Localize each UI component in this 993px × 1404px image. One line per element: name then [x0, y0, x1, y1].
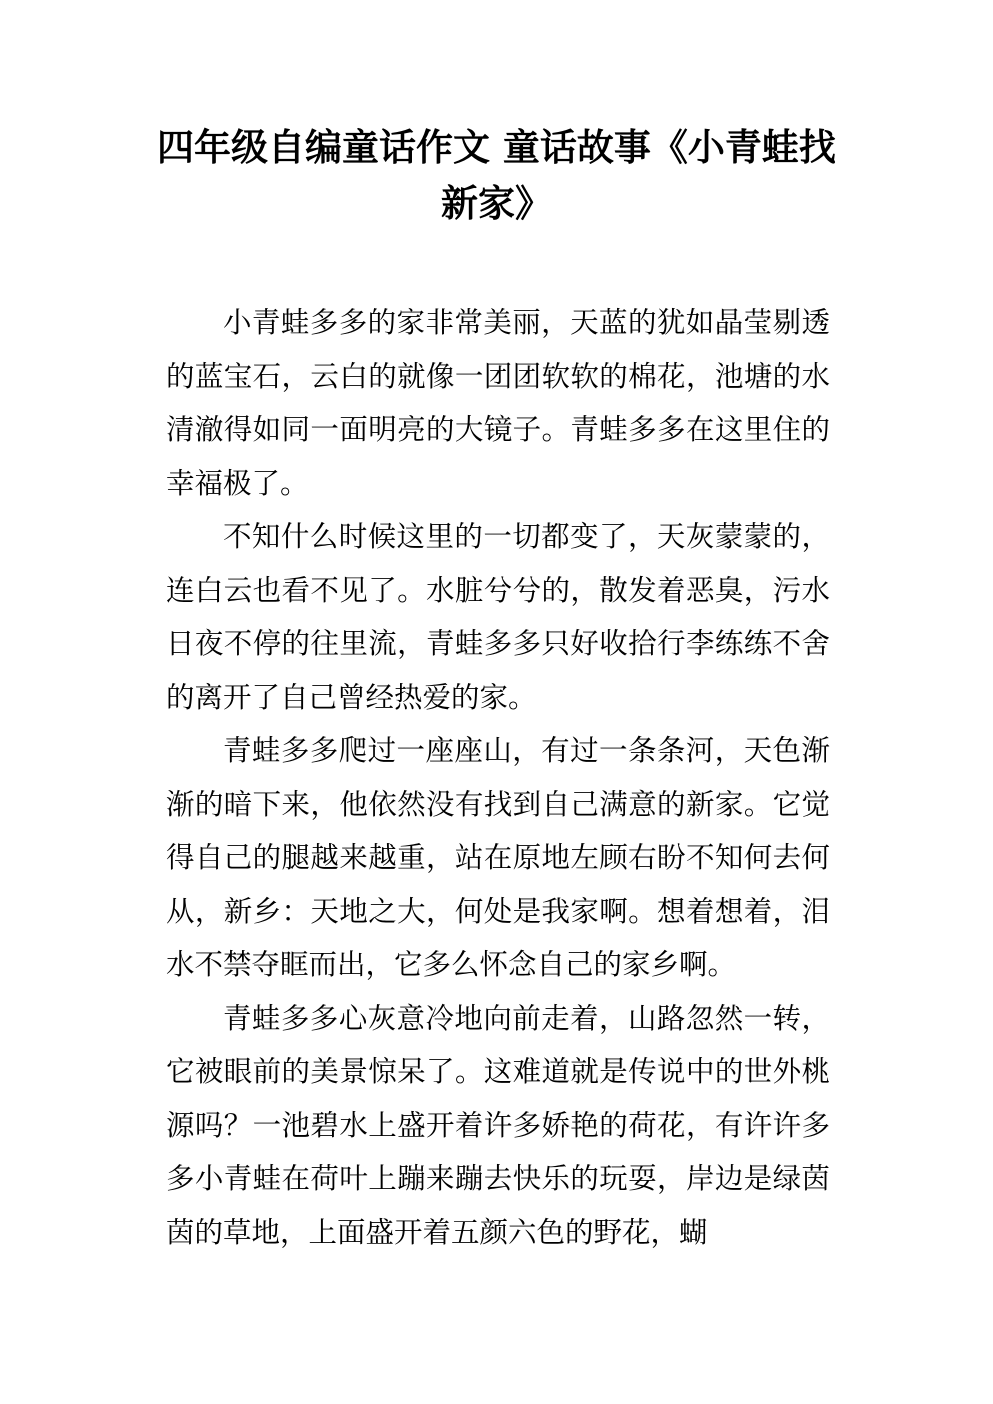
- document-title: 四年级自编童话作文 童话故事《小青蛙找新家》: [157, 126, 836, 225]
- paragraph-1: 小青蛙多多的家非常美丽，天蓝的犹如晶莹剔透的蓝宝石，云白的就像一团团软软的棉花，池塘的水清澈得如同一面明亮的大镜子。青蛙多多在这里住的幸福极了。: [166, 306, 830, 500]
- document-body: [166, 296, 830, 1259]
- paragraph-2: 不知什么时候这里的一切都变了，天灰蒙蒙的，连白云也看不见了。水脏兮兮的，散发着恶臭，污水日夜不停的往里流，青蛙多多只好收拾行李练练不舍的离开了自己曾经热爱的家。: [166, 520, 830, 714]
- paragraph-3: 青蛙多多爬过一座座山，有过一条条河，天色渐渐的暗下来，他依然没有找到自己满意的新家。它觉得自己的腿越来越重，站在原地左顾右盼不知何去何从，新乡：天地之大，何处是我家啊。想着想着，泪水不禁夺眶而出，它多么怀念自己的家乡啊。: [166, 734, 830, 981]
- paragraph-4: 青蛙多多心灰意冷地向前走着，山路忽然一转，它被眼前的美景惊呆了。这难道就是传说中的世外桃源吗？一池碧水上盛开着许多娇艳的荷花，有许许多多小青蛙在荷叶上蹦来蹦去快乐的玩耍，岸边是绿茵茵的草地，上面盛开着五颜六色的野花，蝴: [166, 1001, 830, 1249]
